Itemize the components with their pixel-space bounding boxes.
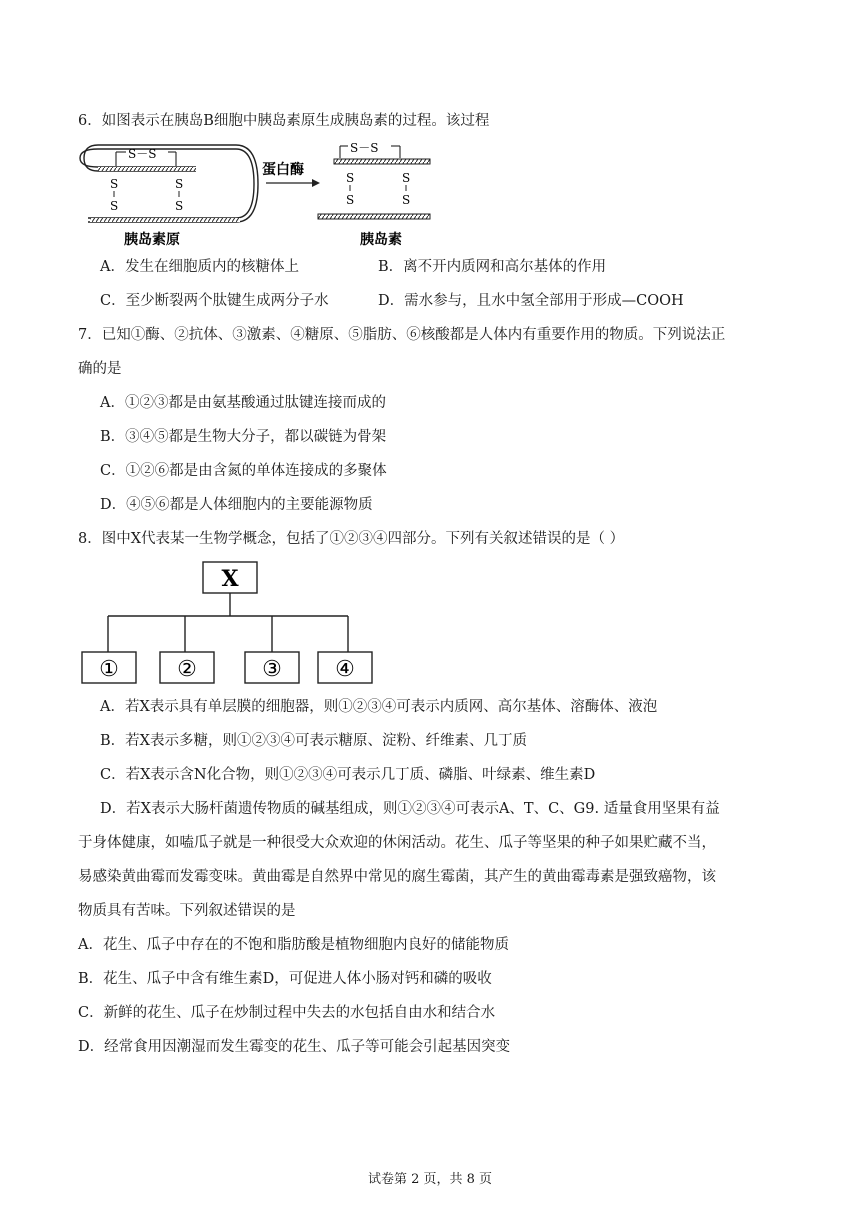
left-bond-2-s2: S <box>175 199 184 213</box>
proinsulin-chain <box>80 145 258 222</box>
insulin-label: 胰岛素 <box>360 232 402 248</box>
q9-option-b: B．花生、瓜子中含有维生素D，可促进人体小肠对钙和磷的吸收 <box>78 971 492 987</box>
left-bond-1-s2: S <box>110 199 119 213</box>
q7-option-a: A．①②③都是由氨基酸通过肽键连接而成的 <box>100 395 386 411</box>
concept-tree-diagram <box>78 558 378 688</box>
insulin-chains <box>318 159 430 219</box>
enzyme-label: 蛋白酶 <box>262 162 304 178</box>
q8-option-d-line-3: 易感染黄曲霉而发霉变味。黄曲霉是自然界中常见的腐生霉菌，其产生的黄曲霉毒素是强致癌物，该 <box>78 869 716 885</box>
q7-option-b: B．③④⑤都是生物大分子，都以碳链为骨架 <box>100 429 387 445</box>
left-bond-1-s1: S <box>110 177 119 191</box>
q6-option-a: A．发生在细胞质内的核糖体上 <box>100 259 299 275</box>
q6-option-b: B．离不开内质网和高尔基体的作用 <box>378 259 607 275</box>
tree-child-label-2: ② <box>177 657 197 682</box>
q8-option-d-line-4: 物质具有苦味。下列叙述错误的是 <box>78 903 296 919</box>
insulin-diagram <box>76 138 436 250</box>
tree-root-label: X <box>221 566 239 592</box>
tree-child-label-4: ④ <box>335 657 355 682</box>
tree-child-label-3: ③ <box>262 657 282 682</box>
q8-option-d-line-2: 于身体健康，如嗑瓜子就是一种很受大众欢迎的休闲活动。花生、瓜子等坚果的种子如果贮藏不当， <box>78 835 716 851</box>
right-inner-ss: S－S <box>350 141 379 155</box>
q7-stem-line-2: 确的是 <box>78 361 122 377</box>
page-footer: 试卷第 2 页，共 8 页 <box>367 1172 493 1187</box>
proinsulin-label: 胰岛素原 <box>124 232 180 248</box>
q8-option-c: C．若X表示含N化合物，则①②③④可表示几丁质、磷脂、叶绿素、维生素D <box>100 767 596 783</box>
right-bond-1-s2: S <box>346 193 355 207</box>
q8-stem: 8．图中X代表某一生物学概念，包括了①②③④四部分。下列有关叙述错误的是（ ） <box>78 531 625 547</box>
right-bond-2-s1: S <box>402 171 411 185</box>
q7-stem-line-1: 7．已知①酶、②抗体、③激素、④糖原、⑤脂肪、⑥核酸都是人体内有重要作用的物质。下列说法正 <box>78 327 726 343</box>
q9-option-d: D．经常食用因潮湿而发生霉变的花生、瓜子等可能会引起基因突变 <box>78 1039 511 1055</box>
q8-option-a: A．若X表示具有单层膜的细胞器，则①②③④可表示内质网、高尔基体、溶酶体、液泡 <box>100 699 658 715</box>
q8-option-d-line-1: D．若X表示大肠杆菌遗传物质的碱基组成，则①②③④可表示A、T、C、G9. 适量食用坚果有益 <box>100 801 720 817</box>
left-inner-ss: S－S <box>128 147 157 161</box>
q6-option-d: D．需水参与，且水中氢全部用于形成—COOH <box>378 293 684 309</box>
q9-option-a: A．花生、瓜子中存在的不饱和脂肪酸是植物细胞内良好的储能物质 <box>78 937 509 953</box>
right-bond-1-s1: S <box>346 171 355 185</box>
q9-option-c: C．新鲜的花生、瓜子在炒制过程中失去的水包括自由水和结合水 <box>78 1005 496 1021</box>
right-bond-2-s2: S <box>402 193 411 207</box>
q8-option-b: B．若X表示多糖，则①②③④可表示糖原、淀粉、纤维素、几丁质 <box>100 733 527 749</box>
tree-child-label-1: ① <box>99 657 119 682</box>
q6-option-c: C．至少断裂两个肽键生成两分子水 <box>100 293 329 309</box>
q6-stem: 6．如图表示在胰岛B细胞中胰岛素原生成胰岛素的过程。该过程 <box>78 113 490 129</box>
left-bond-2-s1: S <box>175 177 184 191</box>
q7-option-c: C．①②⑥都是由含氮的单体连接成的多聚体 <box>100 463 387 479</box>
q7-option-d: D．④⑤⑥都是人体细胞内的主要能源物质 <box>100 497 373 513</box>
